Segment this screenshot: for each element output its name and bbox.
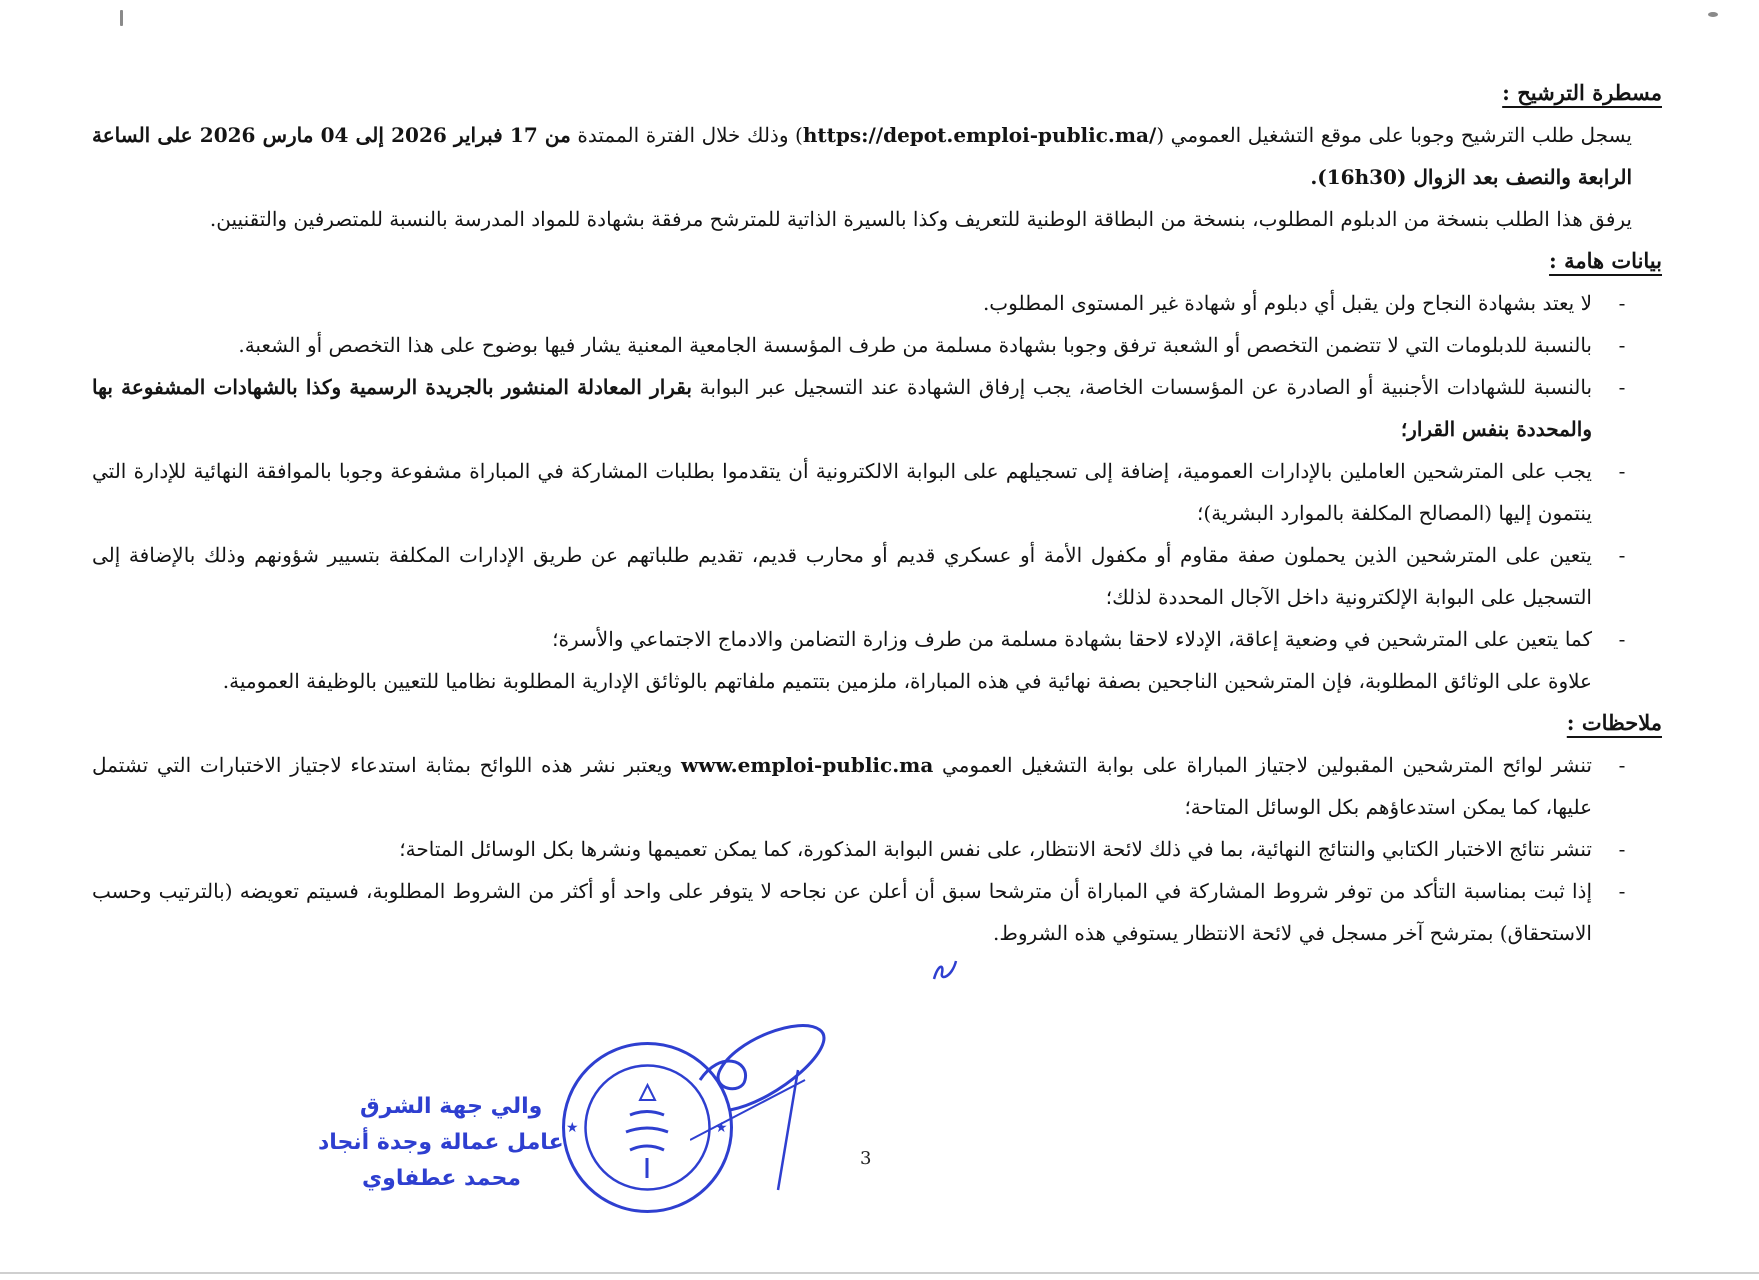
initial-mark [930,955,960,985]
stamp-line-office: عامل عمالة وجدة أنجاد [318,1130,564,1155]
notes-list [92,744,1632,954]
list-item: - كما يتعين على المترشحين في وضعية إعاقة، الإدلاء لاحقا بشهادة مسلمة من طرف وزارة التضامن والادماج الاجتماعي والأسرة؛ [92,618,1592,660]
emploi-public-url[interactable]: www.emploi-public.ma [681,753,934,777]
candidacy-period: من 17 فبراير 2026 إلى 04 مارس 2026 على الساعة الرابعة والنصف بعد الزوال (16h30). [92,123,1632,189]
candidacy-paragraph-1: يسجل طلب الترشيح وجوبا على موقع التشغيل العمومي (https://depot.emploi-public.ma/) وذلك خلال الفترة الممتدة من 17 فبراير 2026 إلى 04 مارس 2026 على الساعة الرابعة والنصف بعد الزوال (16h30). [92,123,1632,189]
important-heading: بيانات هامة : [1549,248,1662,273]
notes-heading: ملاحظات : [1566,710,1662,735]
page-number: 3 [860,1148,872,1169]
document-body [92,72,1662,954]
important-closing: علاوة على الوثائق المطلوبة، فإن المترشحين الناجحين بصفة نهائية في هذه المباراة، ملزمين بتتميم ملفاتهم بالوثائق الإدارية المطلوبة نظاميا للتعيين بالوظيفة العمومية. [222,669,1592,693]
depot-portal-url[interactable]: https://depot.emploi-public.ma/ [802,123,1157,147]
list-item: - إذا ثبت بمناسبة التأكد من توفر شروط المشاركة في المباراة أن مترشحا سبق أن أعلن عن نجاحه لا يتوفر على واحد أو أكثر من الشروط المطلوبة، فسيتم تعويضه (بالترتيب وحسب الاستحقاق) بمترشح آخر مسجل في لائحة الانتظار يستوفي هذه الشروط. [92,870,1592,954]
important-list [92,282,1632,660]
list-item: - تنشر نتائج الاختبار الكتابي والنتائج النهائية، بما في ذلك لائحة الانتظار، على نفس البوابة المذكورة، كما يمكن تعميمها ونشرها بكل الوسائل المتاحة؛ [92,828,1592,870]
list-item: - لا يعتد بشهادة النجاح ولن يقبل أي دبلوم أو شهادة غير المستوى المطلوب. [92,282,1592,324]
list-item: - يجب على المترشحين العاملين بالإدارات العمومية، إضافة إلى تسجيلهم على البوابة الالكترونية أن يتقدموا بطلبات المشاركة في المباراة مشفوعة وجوبا بالموافقة النهائية للإدارة التي ينتمون إليها (المصالح المكلفة بالموارد البشرية)؛ [92,450,1592,534]
scan-speck [1708,12,1718,17]
svg-text:★: ★ [715,1120,728,1136]
list-item: - يتعين على المترشحين الذين يحملون صفة مقاوم أو مكفول الأمة أو عسكري قديم أو محارب قديم، تقديم طلباتهم عن طريق الإدارات المكلفة بتسيير شؤونهم وذلك بالإضافة إلى التسجيل على البوابة الإلكترونية داخل الآجال المحددة لذلك؛ [92,534,1592,618]
list-item: - بالنسبة للشهادات الأجنبية أو الصادرة عن المؤسسات الخاصة، يجب إرفاق الشهادة عند التسجيل عبر البوابة بقرار المعادلة المنشور بالجريدة الرسمية وكذا بالشهادات المشفوعة بها والمحددة بنفس القرار؛ [92,366,1592,450]
stamp-line-name: محمد عطفاوي [362,1166,521,1191]
list-item: - تنشر لوائح المترشحين المقبولين لاجتياز المباراة على بوابة التشغيل العمومي www.emploi-public.ma ويعتبر نشر هذه اللوائح بمثابة استدعاء لاجتياز الاختبارات التي تشتمل عليها، كما يمكن استدعاؤهم بكل الوسائل المتاحة؛ [92,744,1592,828]
scan-speck [120,10,123,26]
svg-text:★: ★ [566,1120,579,1136]
scan-edge-line [0,1272,1759,1274]
stamp-line-title: والي جهة الشرق [360,1094,543,1119]
signature [690,1010,840,1200]
candidacy-heading: مسطرة الترشيح : [1502,80,1662,105]
list-item: - بالنسبة للدبلومات التي لا تتضمن التخصص أو الشعبة ترفق وجوبا بشهادة مسلمة من طرف المؤسسة الجامعية المعنية يشار فيها بوضوح على هذا التخصص أو الشعبة. [92,324,1592,366]
candidacy-paragraph-2: يرفق هذا الطلب بنسخة من الدبلوم المطلوب، بنسخة من البطاقة الوطنية للتعريف وكذا بالسيرة الذاتية للمترشح مرفقة بشهادة للمواد المدرسة بالنسبة للمتصرفين والتقنيين. [209,207,1632,231]
